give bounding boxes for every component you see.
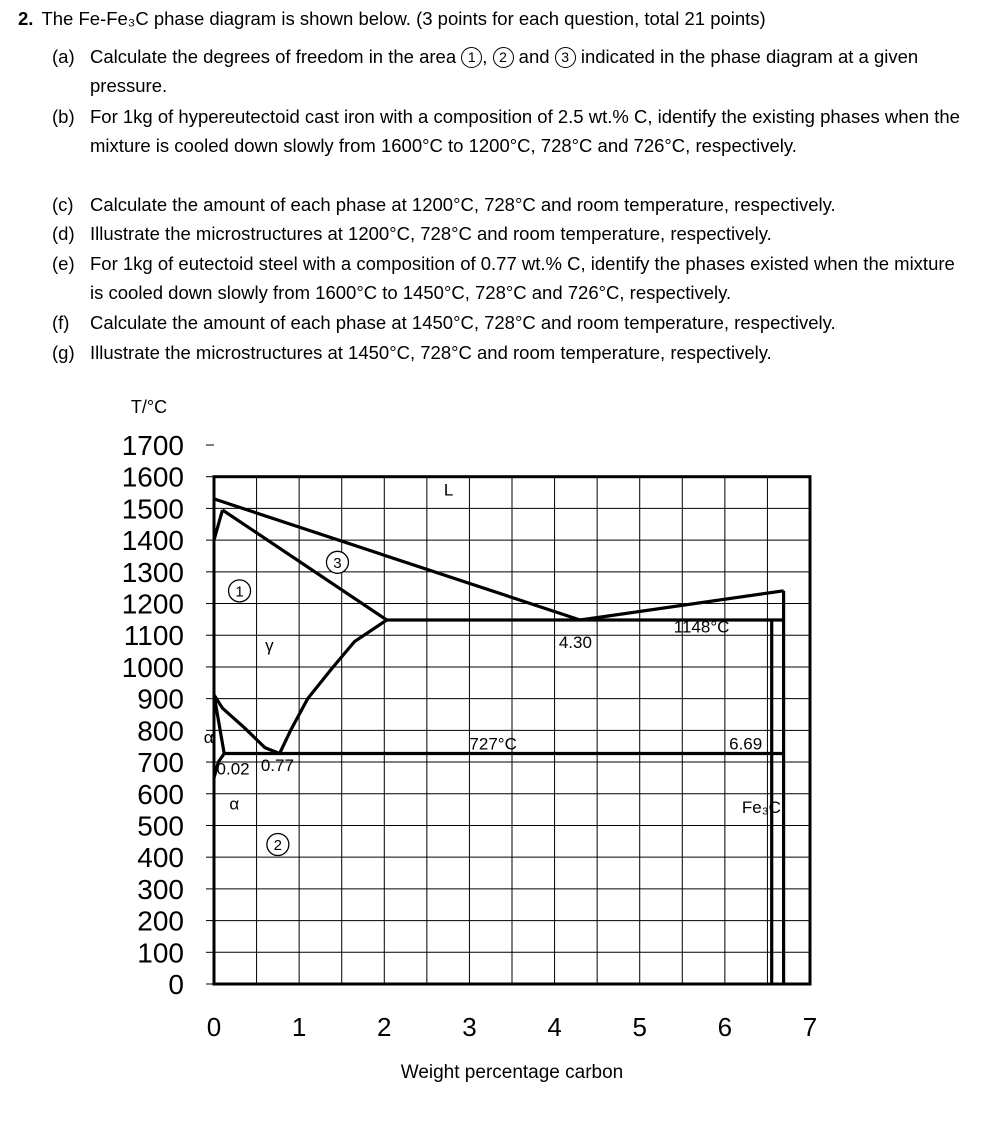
y-tick-label: 1500 [121,493,184,525]
y-tick-label: 0 [168,969,184,1000]
y-tick-label: 1300 [121,556,184,588]
y-tick-label: 200 [137,905,184,937]
subquestion-text: For 1kg of eutectoid steel with a composition of 0.77 wt.% C, identify the phases existed when the mixture is cooled down slowly from 1600°C to 1450°C, 728°C and 726°C, respectively. [90,253,955,303]
x-tick-label: 4 [547,1012,562,1042]
chart-annotation: 6.69 [729,734,763,754]
subquestion-text: Calculate the amount of each phase at 1450°C, 728°C and room temperature, respectively. [90,312,836,333]
y-tick-label: 1100 [123,620,184,652]
x-tick-label: 5 [632,1012,647,1042]
x-tick-label: 3 [462,1012,477,1042]
subquestion-text-part1: Calculate the degrees of freedom in the area [90,46,462,67]
subquestion-text-part3: indicated in the phase diagram at a given pressure. [90,46,919,96]
y-tick-label: 1600 [121,461,184,493]
y-tick-label: 1200 [121,588,184,620]
subquestion-text-part2: and [513,46,555,67]
y-tick-label: 1000 [121,651,184,683]
chart-annotation: 4.30 [558,632,592,652]
y-tick-label: 900 [137,683,184,715]
chart-annotation: 1148°C [673,617,730,637]
y-tick-label: 400 [137,842,184,874]
subquestion-a: (a) Calculate the degrees of freedom in the area 1 , 2 and 3 indicated in the phase diagram at a given pressure. [52,42,972,100]
subquestion-label: (g) [52,342,75,363]
subquestion-label: (b) [52,106,75,127]
phase-line-liquidus-left [214,499,580,620]
x-tick-label: 2 [377,1012,392,1042]
y-tick-label: 800 [137,715,184,747]
circled-number-2-icon: 2 [493,47,514,68]
subquestion-text: Illustrate the microstructures at 1450°C, 728°C and room temperature, respectively. [90,342,772,363]
y-tick-label: 700 [137,747,184,779]
chart-annotation: α [229,794,240,814]
y-axis-label: T/°C [130,397,168,417]
subquestion-label: (e) [52,253,75,274]
region-marker-label: 3 [333,554,342,572]
chart-annotation: γ [265,636,274,656]
x-axis-label: Weight percentage carbon [400,1062,624,1083]
phase-diagram-chart [0,366,996,1126]
subquestion-d [52,219,972,248]
chart-annotation: 727°C [469,734,517,754]
chart-annotation: 0.02 [216,759,250,779]
subquestion-text: Illustrate the microstructures at 1200°C, 728°C and room temperature, respectively. [90,223,772,244]
y-tick-label: 600 [137,778,184,810]
question-number: 2. [18,8,34,29]
subquestion-g [52,338,972,367]
y-tick-label: 1400 [121,525,184,557]
subquestion-label: (a) [52,46,75,67]
question-text: The Fe-Fe₃C phase diagram is shown below. (3 points for each question, total 21 points) [41,8,766,29]
region-marker-label: 2 [273,836,283,854]
chart-annotation: α [203,728,214,748]
circled-number-3-icon: 3 [555,47,576,68]
question-header [18,8,766,30]
subquestion-text: Calculate the amount of each phase at 1200°C, 728°C and room temperature, respectively. [90,194,836,215]
region-marker-label: 1 [235,583,244,601]
subquestion-c [52,190,972,219]
chart-labels [204,481,781,856]
chart-annotation: 0.77 [260,755,294,775]
subquestion-b [52,102,972,160]
y-tick-label: 500 [137,810,184,842]
x-tick-label: 7 [802,1012,818,1042]
subquestion-label: (c) [52,194,74,215]
y-tick-label: 1700 [121,430,184,461]
circled-number-1-icon: 1 [461,47,482,68]
x-tick-label: 6 [717,1012,733,1042]
y-tick-label: 100 [137,937,184,969]
subquestion-text: For 1kg of hypereutectoid cast iron with a composition of 2.5 wt.% C, identify the existing phases when the mixture is cooled down slowly from 1600°C to 1200°C, 728°C and 726°C, respectively. [90,106,960,156]
subquestion-f [52,308,972,337]
x-tick-label: 0 [206,1012,222,1042]
phase-line-acm-line [280,620,387,754]
subquestion-e [52,249,972,307]
chart-grid [214,477,810,984]
subquestion-label: (f) [52,312,70,333]
subquestion-label: (d) [52,223,75,244]
chart-annotation: Fe₃C [741,797,781,817]
y-tick-label: 300 [137,873,184,905]
x-tick-label: 1 [291,1012,307,1042]
chart-annotation: L [443,480,454,500]
